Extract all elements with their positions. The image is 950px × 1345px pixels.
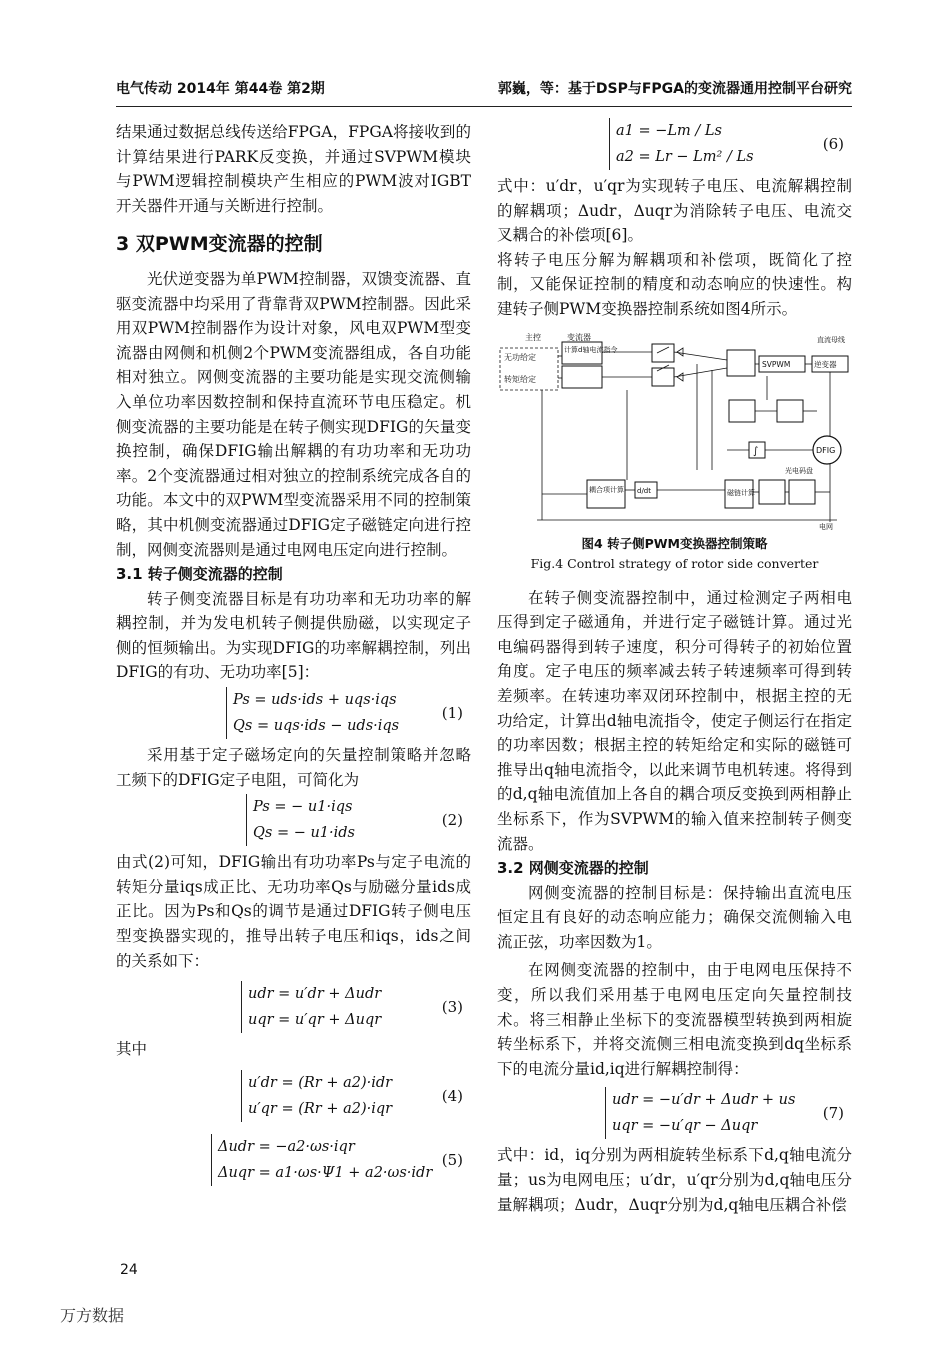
equation-2-number: (2) (441, 811, 463, 830)
left-column (116, 120, 471, 1190)
subsection-3-2-paragraph-a: 网侧变流器的控制目标是：保持输出直流电压恒定且有良好的动态响应能力；确保交流侧输入电流正弦，功率因数为1。 (497, 883, 852, 951)
eq2-paragraph: 由式(2)可知，DFIG输出有功功率Ps与定子电流的转矩分量iqs成正比、无功功率Qs与励磁分量ids成正比。因为Ps和Qs的调节是通过DFIG转子侧电压型变换器实现的，推导出转子电压和iqs，ids之间的关系如下： (116, 853, 471, 970)
equation-4: u′dr = (Rr + a2)·idr u′qr = (Rr + a2)·iqr (4) (116, 1070, 471, 1124)
fig-label-encoder: 光电码盘 (785, 466, 813, 475)
equation-1: Ps = uds·ids + uqs·iqs Qs = uqs·ids − uds·iqs (1) (116, 687, 471, 741)
eq6-paragraph: 式中：u′dr，u′qr为实现转子电压、电流解耦控制的解耦项；Δudr，Δuqr为消除转子电压、电流交叉耦合的补偿项[6]。 (497, 177, 852, 245)
intro-paragraph: 结果通过数据总线传送给FPGA，FPGA将接收到的计算结果进行PARK反变换，并通过SVPWM模块与PWM逻辑控制模块产生相应的PWM波对IGBT开关器件开通与关断进行控制。 (116, 123, 471, 215)
equation-5: Δudr = −a2·ωs·iqr Δuqr = a1·ωs·Ψ1 + a2·ωs·idr (5) (116, 1134, 471, 1188)
header-rule (116, 106, 852, 107)
equation-6-number: (6) (822, 135, 844, 153)
watermark: 万方数据 (60, 1306, 125, 1325)
equation-2: Ps = − u1·iqs Qs = − u1·ids (2) (116, 794, 471, 848)
equation-7: udr = −u′dr + Δudr + us uqr = −u′qr − Δuqr (7) (497, 1087, 852, 1141)
section-3-paragraph: 光伏逆变器为单PWM控制器，双馈变流器、直驱变流器中均采用了背靠背双PWM控制器。因此采用双PWM控制器作为设计对象，风电双PWM型变流器由网侧和机侧2个PWM变流器组成，各自功能相对独立。网侧变流器的主要功能是实现交流侧输入单位功率因数控制和保持直流环节电压稳定。机侧变流器的主要功能是在转子侧实现DFIG的矢量变换控制，确保DFIG输出解耦的有功功率和无功功率。2个变流器通过相对独立的控制系统完成各自的功能。本文中的双PWM型变流器采用不同的控制策略，其中机侧变流器通过DFIG定子磁链定向进行控制，网侧变流器则是通过电网电压定向进行控制。 (116, 269, 471, 559)
equation-4-number: (4) (441, 1086, 463, 1105)
fig-label-zhiliu: 直流母线 (817, 335, 845, 344)
fig-label-zhuanju: 转矩给定 (504, 374, 536, 384)
fig-label-svpwm: SVPWM (762, 359, 791, 369)
fig-label-wugong: 无功给定 (504, 352, 536, 362)
fig-label-zhukong: 主控 (525, 332, 541, 342)
right-column (497, 116, 852, 1217)
fig-label-integral: ∫ (753, 445, 759, 457)
running-header-left: 电气传动 2014年 第44卷 第2期 (116, 81, 325, 97)
fig-label-calc-cmd: 计算d轴电流指令 (564, 345, 618, 354)
equation-6: a1 = −Lm / Ls a2 = Lr − Lm² / Ls (6) (497, 118, 852, 172)
fig-label-grid: 电网 (819, 522, 833, 530)
figure-paragraph: 在转子侧变流器控制中，通过检测定子两相电压得到定子磁通角，并进行定子磁链计算。通过光电编码器得到转子速度，积分可得转子的初始位置角度。定子电压的频率减去转子转速频率可得到转差频率。在转速功率双闭环控制中，根据主控的无功给定，计算出d轴电流指令，使定子侧运行在指定的功率因数；根据主控的转矩给定和实际的磁链可推导出q轴电流指令，以此来调节电机转速。将得到的d,q轴电流值加上各自的耦合项反变换到两相静止坐标系下，作为SVPWM的输入值来控制转子侧变流器。 (497, 588, 852, 853)
eq1-paragraph: 采用基于定子磁场定向的矢量控制策略并忽略工频下的DFIG定子电阻，可简化为 (116, 746, 471, 789)
decomposition-paragraph: 将转子电压分解为解耦项和补偿项，既简化了控制，又能保证控制的精度和动态响应的快速性。构建转子侧PWM变换器控制系统如图4所示。 (497, 250, 852, 318)
qizhong-label: 其中 (116, 1040, 148, 1059)
eq7-paragraph: 式中：id，iq分别为两相旋转坐标系下d,q轴电流分量；us为电网电压；u′dr，u′qr分别为d,q轴电压分量解耦项；Δudr，Δuqr分别为d,q轴电压耦合补偿 (497, 1146, 852, 1214)
figure-4 (497, 330, 852, 530)
equation-3-number: (3) (441, 998, 463, 1017)
figure-4-caption-cn: 图4 转子侧PWM变换器控制策略 (581, 535, 768, 551)
fig-label-bianliuqi: 变流器 (567, 332, 591, 342)
equation-3: udr = u′dr + Δudr uqr = u′qr + Δuqr (3) (116, 981, 471, 1035)
fig-label-flux: 磁链计算 (727, 488, 755, 497)
equation-5-number: (5) (441, 1150, 463, 1169)
subsection-3-2-paragraph-b: 在网侧变流器的控制中，由于电网电压保持不变，所以我们采用基于电网电压定向矢量控制技术。将三相静止坐标下的变流器模型转换到两相旋转坐标系下，并将交流侧三相电流变换到dq坐标系下的电流分量id,iq进行解耦控制得： (497, 961, 852, 1078)
subsection-3-1-title: 3.1 转子侧变流器的控制 (116, 565, 283, 584)
equation-7-number: (7) (822, 1104, 844, 1123)
page-number: 24 (120, 1262, 138, 1278)
fig-label-nibianqi: 逆变器 (814, 359, 837, 369)
running-header-right: 郭巍，等：基于DSP与FPGA的变流器通用控制平台研究 (497, 81, 852, 97)
fig-label-ddt: d/dt (637, 486, 651, 495)
subsection-3-1-paragraph: 转子侧变流器目标是有功功率和无功功率的解耦控制，并为发电机转子侧提供励磁，以实现定子侧的恒频输出。为实现DFIG的功率解耦控制，列出DFIG的有功、无功功率[5]： (116, 589, 471, 682)
section-3-title: 3 双PWM变流器的控制 (116, 233, 323, 256)
figure-4-caption-en: Fig.4 Control strategy of rotor side converter (530, 555, 819, 571)
fig-label-coupling: 耦合项计算 (589, 485, 624, 494)
fig-label-dfig: DFIG (816, 445, 836, 455)
equation-1-number: (1) (441, 704, 463, 723)
subsection-3-2-title: 3.2 网侧变流器的控制 (497, 859, 649, 878)
